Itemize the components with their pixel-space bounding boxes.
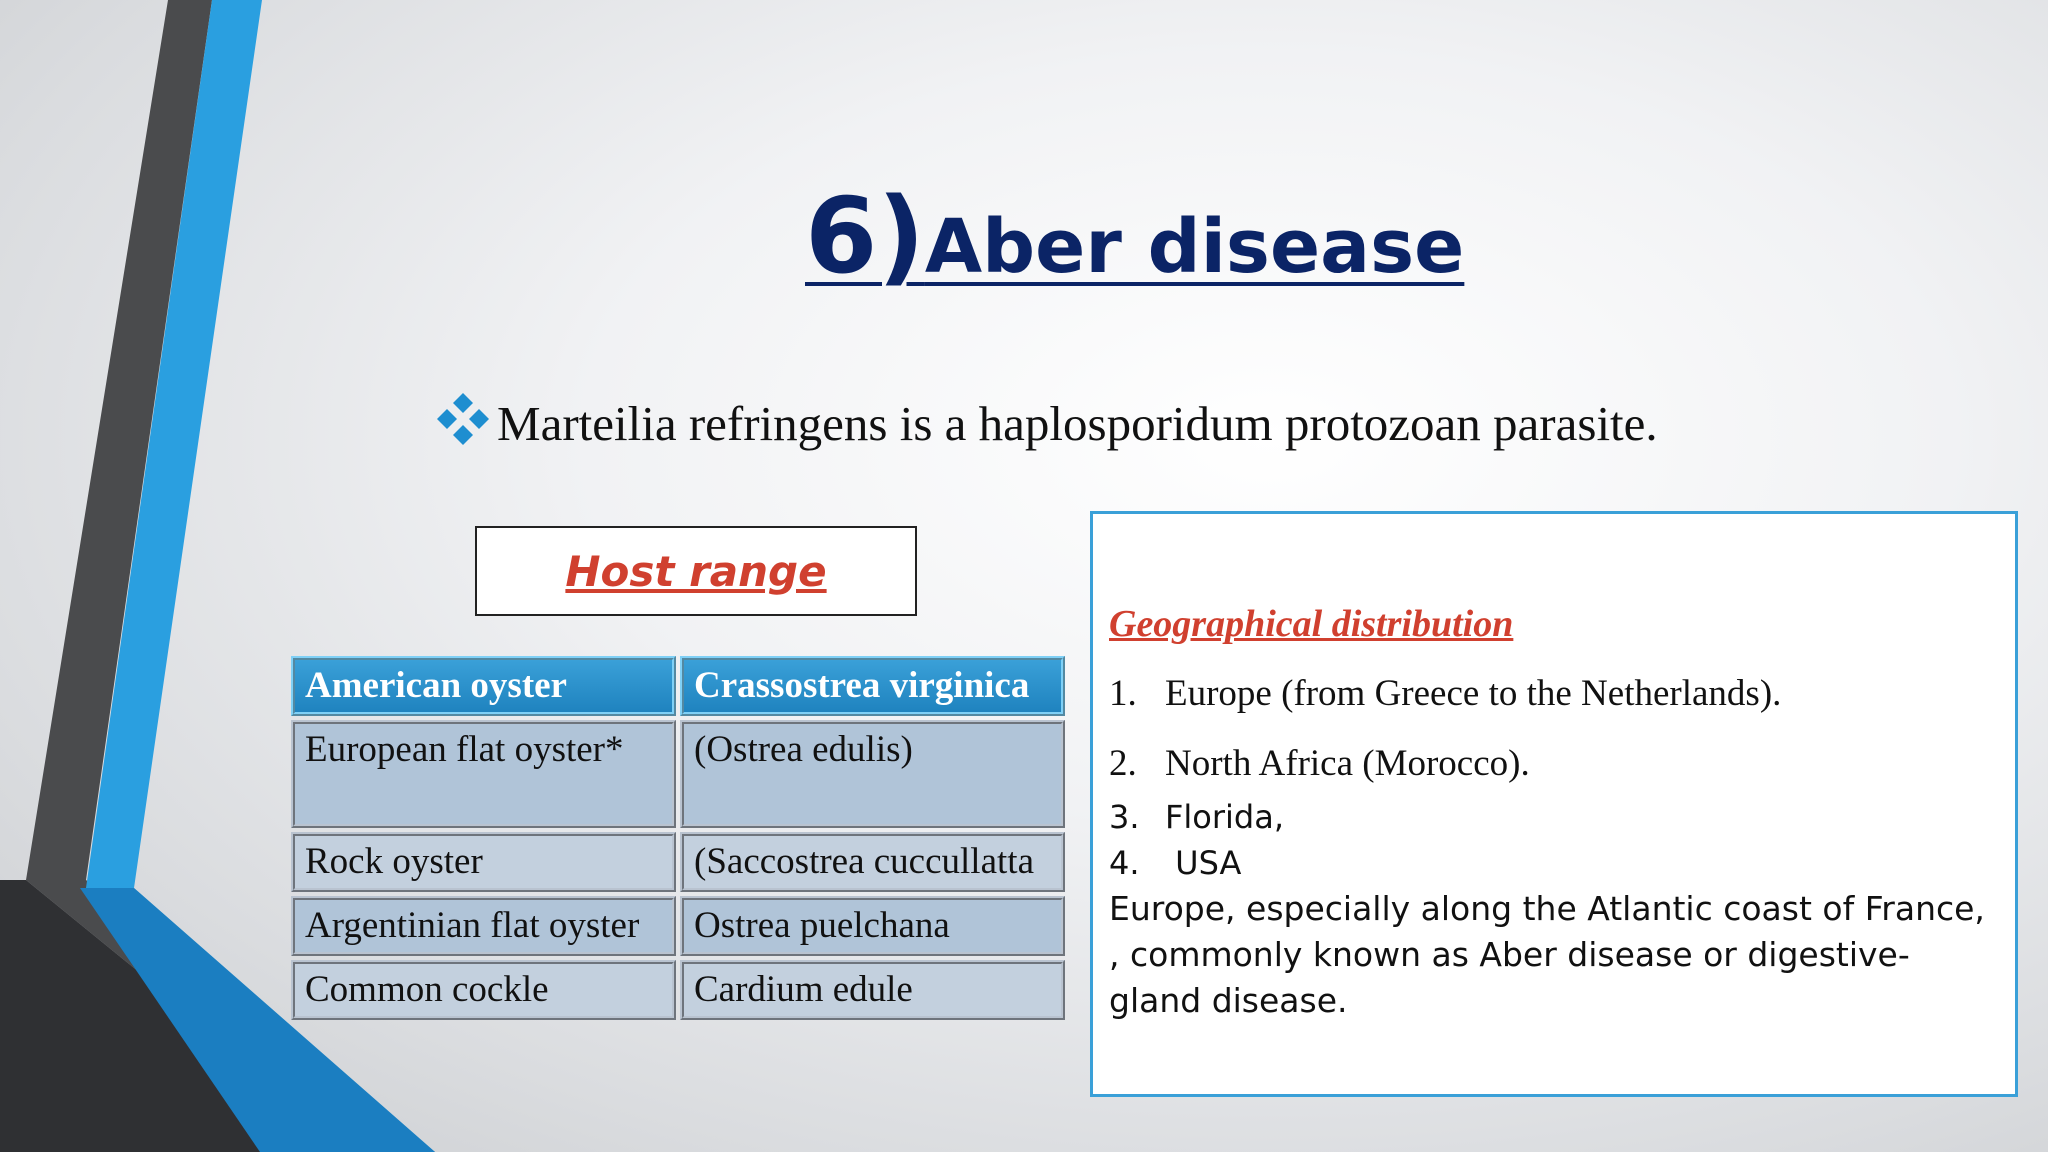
list-item	[1109, 742, 1530, 785]
title-number: 6)	[805, 175, 925, 297]
table-cell: Rock oyster	[291, 832, 676, 892]
list-text: Europe (from Greece to the Netherlands).	[1165, 673, 1782, 714]
slide-title	[805, 175, 1464, 297]
table-row	[291, 832, 1065, 892]
table-cell: Crassostrea virginica	[680, 656, 1065, 716]
list-number: 1.	[1109, 673, 1137, 714]
list-number: 4.	[1109, 844, 1140, 882]
geographical-distribution-box	[1090, 511, 2018, 1097]
host-range-table	[287, 652, 1069, 1024]
list-number: 2.	[1109, 743, 1137, 784]
table-cell: (Saccostrea cuccullatta	[680, 832, 1065, 892]
table-row	[291, 960, 1065, 1020]
list-number: 3.	[1109, 798, 1140, 836]
geo-title: Geographical distribution	[1109, 603, 1514, 645]
list-item	[1109, 798, 1284, 836]
list-text: North Africa (Morocco).	[1165, 743, 1530, 784]
table-cell: Common cockle	[291, 960, 676, 1020]
table-header-row	[291, 656, 1065, 716]
host-range-box	[475, 526, 917, 616]
table-cell: (Ostrea edulis)	[680, 720, 1065, 828]
table-cell: American oyster	[291, 656, 676, 716]
bullet-point	[435, 395, 1658, 452]
diamond-bullet-icon	[435, 391, 491, 447]
list-text: Florida,	[1165, 798, 1285, 836]
table-cell: European flat oyster*	[291, 720, 676, 828]
table-cell: Ostrea puelchana	[680, 896, 1065, 956]
table-row	[291, 896, 1065, 956]
list-item	[1109, 672, 1781, 715]
geo-description: Europe, especially along the Atlantic coast of France, , commonly known as Aber disease or digestive-gland disease.	[1109, 889, 1985, 1020]
table-row	[291, 720, 1065, 828]
title-text: Aber disease	[924, 204, 1465, 290]
host-range-label: Host range	[565, 546, 827, 596]
list-item	[1109, 844, 1241, 882]
table-cell: Cardium edule	[680, 960, 1065, 1020]
bullet-text: Marteilia refringens is a haplosporidum protozoan parasite.	[497, 396, 1658, 451]
list-text: USA	[1165, 844, 1242, 882]
table-cell: Argentinian flat oyster	[291, 896, 676, 956]
